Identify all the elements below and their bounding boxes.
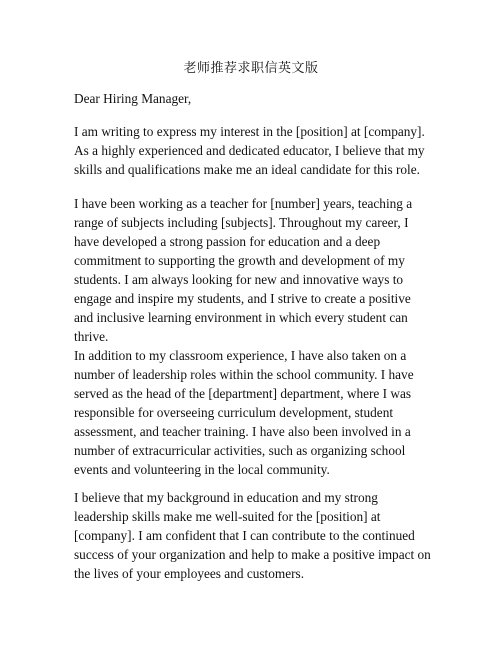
document-title: 老师推荐求职信英文版: [183, 61, 319, 76]
paragraph-line: the lives of your employees and customers.: [74, 566, 305, 581]
paragraph-line: In addition to my classroom experience, I have also taken on a: [74, 348, 407, 363]
paragraph-line: leadership skills make me well-suited for the [position] at: [74, 509, 381, 524]
paragraph-line: I have been working as a teacher for [number] years, teaching a: [74, 196, 413, 211]
paragraph-line: events and volunteering in the local community.: [74, 462, 330, 477]
paragraph-line: served as the head of the [department] department, where I was: [74, 386, 412, 401]
paragraph-experience: [74, 194, 434, 346]
paragraph-leadership: [74, 346, 434, 479]
salutation: Dear Hiring Manager,: [74, 91, 192, 106]
paragraph-line: have developed a strong passion for education and a deep: [74, 234, 381, 249]
paragraph-intro: [74, 122, 434, 179]
paragraph-line: engage and inspire my students, and I strive to create a positive: [74, 291, 411, 306]
paragraph-line: [company]. I am confident that I can contribute to the continued: [74, 528, 415, 543]
paragraph-line: students. I am always looking for new and innovative ways to: [74, 272, 404, 287]
paragraph-line: number of extracurricular activities, such as organizing school: [74, 443, 406, 458]
paragraph-line: responsible for overseeing curriculum development, student: [74, 405, 394, 420]
paragraph-line: and inclusive learning environment in which every student can: [74, 310, 408, 325]
paragraph-line: I believe that my background in education and my strong: [74, 490, 378, 505]
paragraph-line: I am writing to express my interest in the [position] at [company].: [74, 124, 425, 139]
paragraph-line: commitment to supporting the growth and development of my: [74, 253, 405, 268]
paragraph-line: number of leadership roles within the school community. I have: [74, 367, 414, 382]
paragraph-line: assessment, and teacher training. I have also been involved in a: [74, 424, 411, 439]
paragraph-line: skills and qualifications make me an ideal candidate for this role.: [74, 162, 420, 177]
paragraph-line: range of subjects including [subjects]. Throughout my career, I: [74, 215, 409, 230]
paragraph-closing: [74, 488, 434, 583]
paragraph-line: As a highly experienced and dedicated educator, I believe that my: [74, 143, 425, 158]
paragraph-line: success of your organization and help to make a positive impact on: [74, 547, 431, 562]
paragraph-line: thrive.: [74, 329, 109, 344]
